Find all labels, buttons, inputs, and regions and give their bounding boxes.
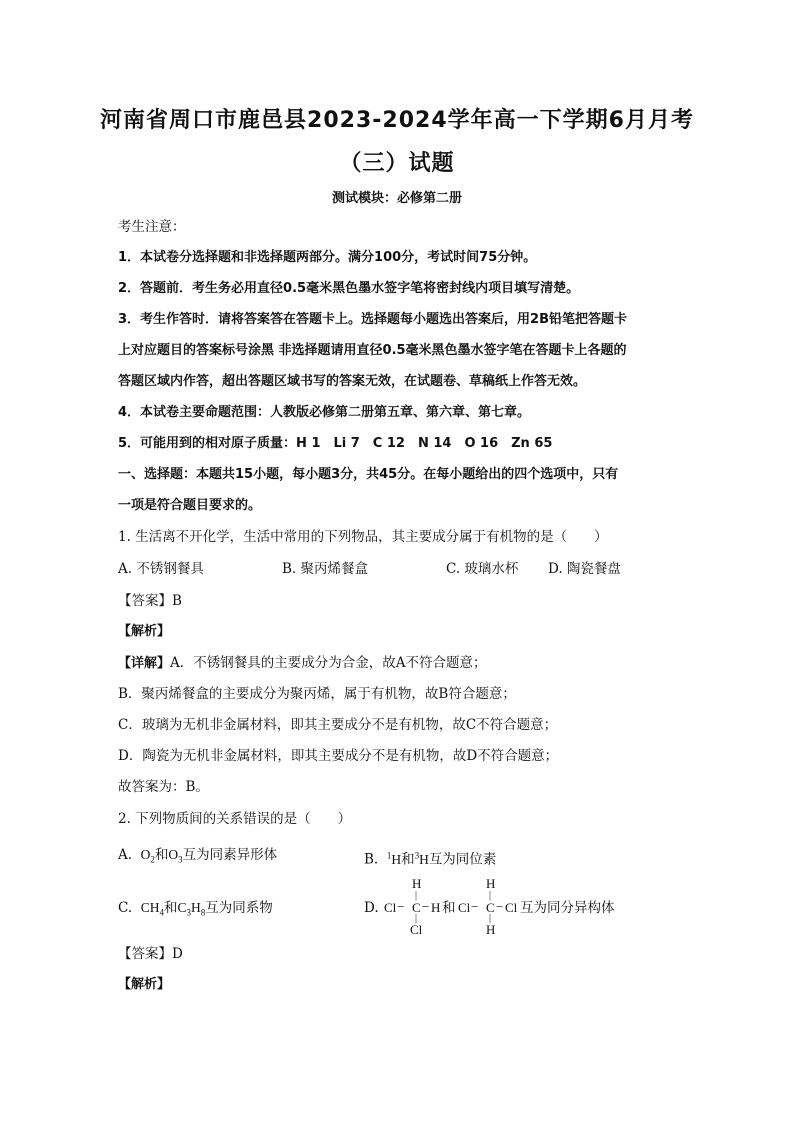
notes-heading: 考生注意： xyxy=(118,219,186,235)
question-1-detail-line-d: D．陶瓷为无机非金属材料，即其主要成分不是有机物，故D不符合题意； xyxy=(118,748,559,764)
option-c-label: C. xyxy=(118,900,133,916)
question-1-option-b: B. 聚丙烯餐盒 xyxy=(282,561,369,577)
formula-o3: $O_3$ xyxy=(168,847,183,865)
formula-o2: $O_2$ xyxy=(140,847,155,865)
question-1-answer: 【答案】B xyxy=(118,593,182,609)
question-1-detail-line-c: C．玻璃为无机非金属材料，即其主要成分不是有机物，故C不符合题意； xyxy=(118,717,558,733)
question-2-option-c: C. $CH_4$和$C_3H_8$互为同系物 xyxy=(118,900,273,918)
question-1-stem: 1. 生活离不开化学，生活中常用的下列物品，其主要成分属于有机物的是（ ） xyxy=(118,529,608,545)
section1-heading-line1: 一、选择题：本题共15小题，每小题3分，共45分。在每小题给出的四个选项中，只有 xyxy=(118,467,619,482)
document-title-line2: （三）试题 xyxy=(339,151,455,176)
detail-text-a: A．不锈钢餐具的主要成分为合金，故A不符合题意； xyxy=(170,655,487,671)
question-1-detail-line-a xyxy=(118,653,487,674)
note-item-3-line1: 3．考生作答时．请将答案答在答题卡上。选择题每小题选出答案后，用2B铅笔把答题卡 xyxy=(118,312,628,327)
document-title-line1: 河南省周口市鹿邑县2023-2024学年高一下学期6月月考 xyxy=(100,108,694,133)
question-1-detail-line-b: B．聚丙烯餐盒的主要成分为聚丙烯，属于有机物，故B符合题意； xyxy=(118,686,516,702)
note-item-3-line2: 上对应题目的答案标号涂黑 非选择题请用直径0.5毫米黑色墨水签字笔在答题卡上各题的 xyxy=(118,343,627,358)
question-2-option-d-label: D. xyxy=(364,900,379,916)
question-2-analysis: 【解析】 xyxy=(118,977,171,992)
question-2-answer: 【答案】D xyxy=(118,946,183,962)
isotope-h1: $^1$H xyxy=(386,850,402,867)
note-item-5: 5．可能用到的相对原子质量：H 1 Li 7 C 12 N 14 O 16 Zn 65 xyxy=(118,436,553,451)
question-2-option-d-text: 互为同分异构体 xyxy=(520,900,615,916)
question-2-option-a: A. $O_2$和$O_3$互为同素异形体 xyxy=(118,847,278,865)
question-2-stem: 2. 下列物质间的关系错误的是（ ） xyxy=(118,811,352,827)
isotope-h3: $^3$H xyxy=(414,850,429,867)
formula-c3h8: $C_3H_8$ xyxy=(177,900,206,918)
question-1-analysis: 【解析】 xyxy=(118,624,171,639)
section1-heading-line2: 一项是符合题目要求的。 xyxy=(118,498,262,513)
option-b-label: B. xyxy=(364,851,379,868)
structural-formula-1: H | Cl − C − H | Cl xyxy=(384,876,441,937)
question-1-conclusion: 故答案为：B。 xyxy=(118,779,209,795)
question-1-option-d: D. 陶瓷餐盘 xyxy=(548,561,621,577)
structural-formula-2: H | Cl − C − Cl | H xyxy=(458,876,518,937)
detail-label: 【详解】 xyxy=(118,656,171,671)
note-item-2: 2．答题前．考生务必用直径0.5毫米黑色墨水签字笔将密封线内项目填写清楚。 xyxy=(118,281,580,296)
question-2-option-b: B. $^1$H和$^3$H互为同位素 xyxy=(364,850,497,868)
question-1-option-a: A. 不锈钢餐具 xyxy=(118,561,204,577)
question-1-option-c: C. 玻璃水杯 xyxy=(446,561,519,577)
note-item-1: 1．本试卷分选择题和非选择题两部分。满分100分，考试时间75分钟。 xyxy=(118,250,537,265)
option-a-label: A. xyxy=(118,847,133,863)
question-2-option-d-and: 和 xyxy=(442,900,456,916)
formula-ch4: $CH_4$ xyxy=(140,900,164,918)
test-module: 测试模块：必修第二册 xyxy=(331,191,462,206)
note-item-4: 4．本试卷主要命题范围：人教版必修第二册第五章、第六章、第七章。 xyxy=(118,405,531,420)
note-item-3-line3: 答题区域内作答，超出答题区域书写的答案无效，在试题卷、草稿纸上作答无效。 xyxy=(118,374,587,389)
